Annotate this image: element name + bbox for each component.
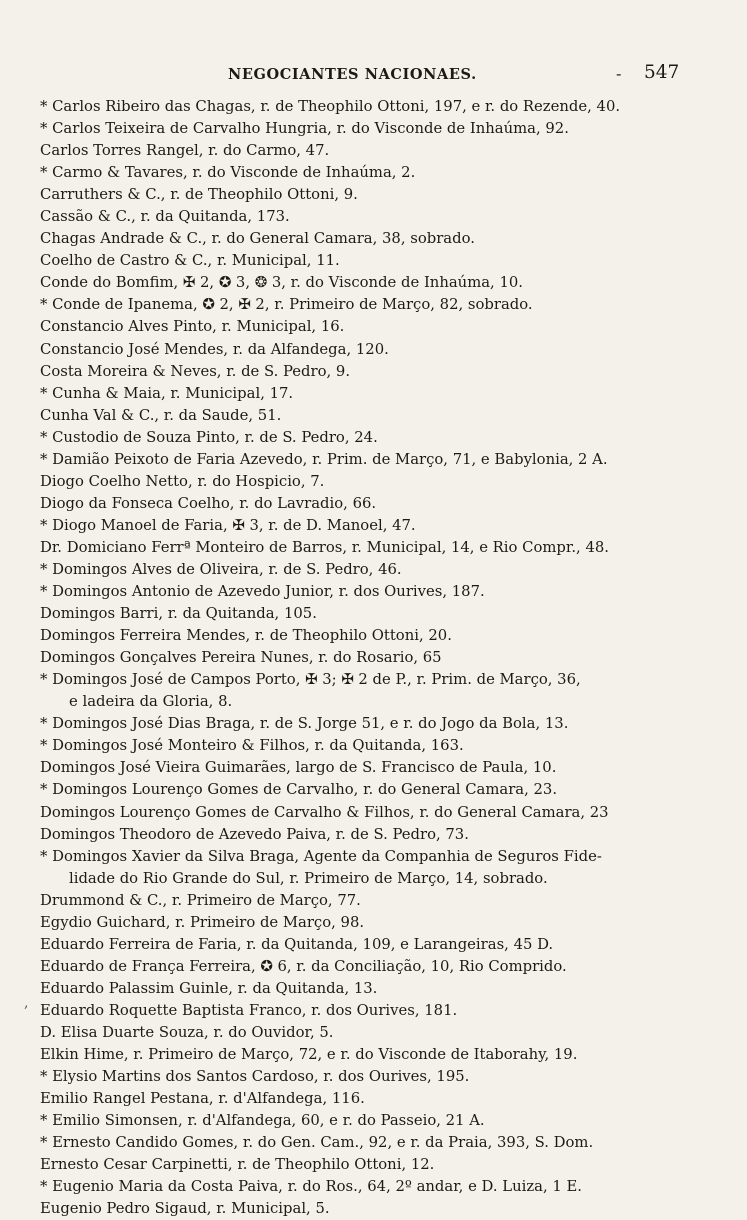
directory-entry: Domingos Gonçalves Pereira Nunes, r. do Rosario, 65 [40, 649, 442, 667]
directory-entry: Constancio Alves Pinto, r. Municipal, 16. [40, 318, 345, 336]
page-number: 547 [644, 62, 680, 83]
directory-entry: Carlos Torres Rangel, r. do Carmo, 47. [40, 142, 330, 160]
directory-entry: Eugenio Pedro Sigaud, r. Municipal, 5. [40, 1200, 330, 1218]
directory-entry: Cunha Val & C., r. da Saude, 51. [40, 406, 282, 424]
directory-entry: * Domingos Antonio de Azevedo Junior, r. dos Ourives, 187. [40, 583, 485, 601]
directory-entry: * Domingos José de Campos Porto, ✠ 3; ✠ 2 de P., r. Prim. de Março, 36, [40, 671, 581, 689]
directory-entry: * Diogo Manoel de Faria, ✠ 3, r. de D. Manoel, 47. [40, 516, 416, 534]
directory-entry: Domingos Lourenço Gomes de Carvalho & Filhos, r. do General Camara, 23 [40, 803, 609, 821]
directory-entry: * Carlos Ribeiro das Chagas, r. de Theophilo Ottoni, 197, e r. do Rezende, 40. [40, 98, 621, 115]
directory-entry: * Domingos José Dias Braga, r. de S. Jorge 51, e r. do Jogo da Bola, 13. [40, 715, 569, 733]
directory-entry: * Carmo & Tavares, r. do Visconde de Inhaúma, 2. [40, 164, 416, 182]
directory-entry: Constancio José Mendes, r. da Alfandega, 120. [40, 340, 389, 358]
directory-entry: * Domingos José Monteiro & Filhos, r. da Quitanda, 163. [40, 737, 464, 755]
entry-list [40, 96, 690, 1220]
directory-entry: Domingos José Vieira Guimarães, largo de S. Francisco de Paula, 10. [40, 759, 557, 777]
directory-entry: Carruthers & C., r. de Theophilo Ottoni, 9. [40, 186, 358, 204]
directory-entry: * Domingos Alves de Oliveira, r. de S. Pedro, 46. [40, 560, 402, 578]
margin-mark: , [24, 995, 29, 1011]
directory-entry: * Damião Peixoto de Faria Azevedo, r. Prim. de Março, 71, e Babylonia, 2 A. [40, 450, 608, 468]
directory-entry: * Cunha & Maia, r. Municipal, 17. [40, 384, 294, 402]
directory-entry: Emilio Rangel Pestana, r. d'Alfandega, 116. [40, 1090, 365, 1108]
page-title: NEGOCIANTES NACIONAES. [228, 66, 477, 83]
directory-entry: * Elysio Martins dos Santos Cardoso, r. dos Ourives, 195. [40, 1068, 470, 1086]
page-header [60, 64, 682, 90]
directory-entry: Conde do Bomfim, ✠ 2, ✪ 3, ❂ 3, r. do Visconde de Inhaúma, 10. [40, 274, 523, 292]
directory-entry: Drummond & C., r. Primeiro de Março, 77. [40, 891, 361, 909]
directory-entry: Domingos Barri, r. da Quitanda, 105. [40, 605, 317, 623]
directory-entry: Ernesto Cesar Carpinetti, r. de Theophilo Ottoni, 12. [40, 1156, 435, 1174]
entry-continuation: e ladeira da Gloria, 8. [69, 693, 233, 711]
directory-entry: Costa Moreira & Neves, r. de S. Pedro, 9. [40, 362, 351, 380]
directory-entry: * Conde de Ipanema, ✪ 2, ✠ 2, r. Primeiro de Março, 82, sobrado. [40, 296, 533, 314]
directory-entry: Domingos Theodoro de Azevedo Paiva, r. de S. Pedro, 73. [40, 825, 469, 843]
directory-entry: Diogo Coelho Netto, r. do Hospicio, 7. [40, 472, 325, 490]
header-dash: - [616, 64, 622, 83]
directory-entry: * Ernesto Candido Gomes, r. do Gen. Cam., 92, e r. da Praia, 393, S. Dom. [40, 1134, 594, 1152]
directory-entry: Elkin Hime, r. Primeiro de Março, 72, e r. do Visconde de Itaborahy, 19. [40, 1046, 578, 1064]
directory-entry: Domingos Ferreira Mendes, r. de Theophilo Ottoni, 20. [40, 627, 452, 645]
directory-entry: * Emilio Simonsen, r. d'Alfandega, 60, e r. do Passeio, 21 A. [40, 1112, 485, 1130]
directory-entry: Eduardo de França Ferreira, ✪ 6, r. da Conciliação, 10, Rio Comprido. [40, 957, 567, 975]
directory-entry: * Domingos Lourenço Gomes de Carvalho, r. do General Camara, 23. [40, 781, 558, 799]
directory-entry: Eduardo Roquette Baptista Franco, r. dos Ourives, 181. [40, 1001, 458, 1019]
directory-entry: Egydio Guichard, r. Primeiro de Março, 98. [40, 913, 365, 931]
directory-entry: Chagas Andrade & C., r. do General Camara, 38, sobrado. [40, 230, 475, 248]
directory-entry: Cassão & C., r. da Quitanda, 173. [40, 208, 290, 226]
directory-entry: D. Elisa Duarte Souza, r. do Ouvidor, 5. [40, 1023, 334, 1041]
directory-entry: * Eugenio Maria da Costa Paiva, r. do Ros., 64, 2º andar, e D. Luiza, 1 E. [40, 1178, 583, 1196]
entry-continuation: lidade do Rio Grande do Sul, r. Primeiro de Março, 14, sobrado. [69, 869, 548, 887]
directory-entry: Diogo da Fonseca Coelho, r. do Lavradio, 66. [40, 494, 377, 512]
directory-entry: * Carlos Teixeira de Carvalho Hungria, r. do Visconde de Inhaúma, 92. [40, 120, 569, 138]
directory-entry: Eduardo Palassim Guinle, r. da Quitanda, 13. [40, 979, 378, 997]
directory-entry: Eduardo Ferreira de Faria, r. da Quitanda, 109, e Larangeiras, 45 D. [40, 935, 554, 953]
directory-entry: Coelho de Castro & C., r. Municipal, 11. [40, 252, 340, 270]
directory-entry: * Custodio de Souza Pinto, r. de S. Pedro, 24. [40, 428, 378, 446]
directory-entry: Dr. Domiciano Ferrª Monteiro de Barros, r. Municipal, 14, e Rio Compr., 48. [40, 538, 609, 556]
directory-entry: * Domingos Xavier da Silva Braga, Agente da Companhia de Seguros Fide- [40, 847, 602, 865]
